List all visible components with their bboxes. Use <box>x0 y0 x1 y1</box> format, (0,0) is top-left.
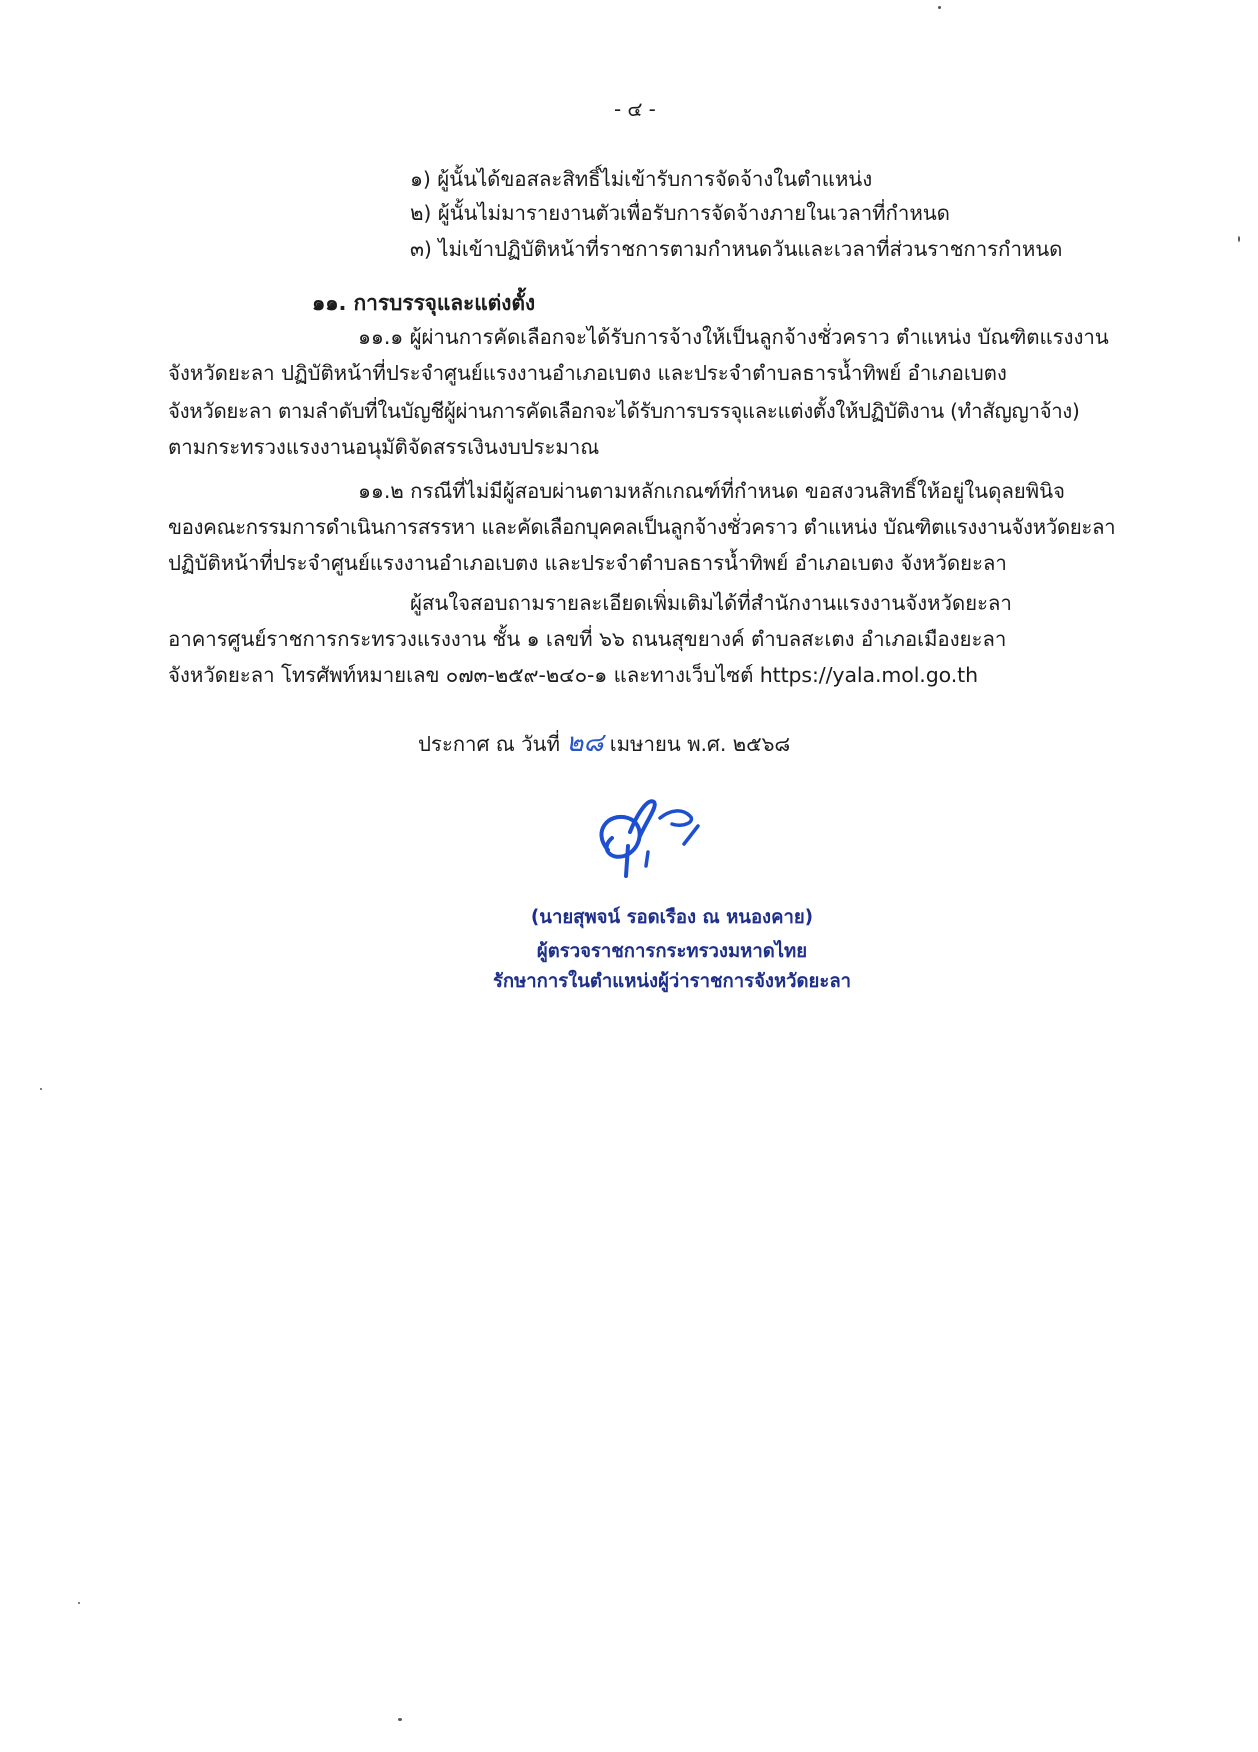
disqualify-item-3: ๓) ไม่เข้าปฏิบัติหน้าที่ราชการตามกำหนดวันและเวลาที่ส่วนราชการกำหนด <box>410 237 1063 261</box>
section-11-2-line-3: ปฏิบัติหน้าที่ประจำศูนย์แรงงานอำเภอเบตง และประจำตำบลธารน้ำทิพย์ อำเภอเบตง จังหวัดยะลา <box>168 551 1007 575</box>
disqualify-item-2: ๒) ผู้นั้นไม่มารายงานตัวเพื่อรับการจัดจ้างภายในเวลาที่กำหนด <box>410 201 950 225</box>
section-11-2-line-2: ของคณะกรรมการดำเนินการสรรหา และคัดเลือกบุคคลเป็นลูกจ้างชั่วคราว ตำแหน่ง บัณฑิตแรงงานจังหวัดยะลา <box>168 515 1116 539</box>
disqualify-item-1: ๑) ผู้นั้นได้ขอสละสิทธิ์ไม่เข้ารับการจัดจ้างในตำแหน่ง <box>410 167 873 191</box>
signature-graphic <box>586 792 746 884</box>
contact-line-1: ผู้สนใจสอบถามรายละเอียดเพิ่มเติมได้ที่สำนักงานแรงงานจังหวัดยะลา <box>410 591 1012 615</box>
scan-speck <box>1238 236 1240 242</box>
contact-line-2: อาคารศูนย์ราชการกระทรวงแรงงาน ชั้น ๑ เลขที่ ๖๖ ถนนสุขยางค์ ตำบลสะเตง อำเภอเมืองยะลา <box>168 627 1007 651</box>
section-11-1-line-4: ตามกระทรวงแรงงานอนุมัติจัดสรรเงินงบประมาณ <box>168 435 600 459</box>
scan-speck <box>78 1602 80 1604</box>
scan-speck <box>938 6 941 9</box>
section-11-2-line-1: ๑๑.๒ กรณีที่ไม่มีผู้สอบผ่านตามหลักเกณฑ์ที่กำหนด ขอสงวนสิทธิ์ให้อยู่ในดุลยพินิจ <box>358 479 1065 503</box>
section-11-heading: ๑๑. การบรรจุและแต่งตั้ง <box>312 291 536 315</box>
announce-date <box>418 728 790 759</box>
contact-line-3: จังหวัดยะลา โทรศัพท์หมายเลข ๐๗๓-๒๕๙-๒๔๐-๑ และทางเว็บไซต์ https://yala.mol.go.th <box>168 663 978 687</box>
section-11-1-line-1: ๑๑.๑ ผู้ผ่านการคัดเลือกจะได้รับการจ้างให้เป็นลูกจ้างชั่วคราว ตำแหน่ง บัณฑิตแรงงาน <box>358 325 1109 349</box>
section-11-1-line-2: จังหวัดยะลา ปฏิบัติหน้าที่ประจำศูนย์แรงงานอำเภอเบตง และประจำตำบลธารน้ำทิพย์ อำเภอเบตง <box>168 361 1007 385</box>
scan-speck <box>398 1718 402 1721</box>
page-number: - ๔ - <box>614 97 656 121</box>
signatory-position-1: ผู้ตรวจราชการกระทรวงมหาดไทย <box>536 941 808 962</box>
scan-speck <box>40 1088 42 1090</box>
signatory-position-2: รักษาการในตำแหน่งผู้ว่าราชการจังหวัดยะลา <box>492 971 852 992</box>
section-11-1-line-3: จังหวัดยะลา ตามลำดับที่ในบัญชีผู้ผ่านการคัดเลือกจะได้รับการบรรจุและแต่งตั้งให้ปฏิบัติงาน (ทำสัญญาจ้าง) <box>168 399 1080 423</box>
signatory-name: (นายสุพจน์ รอดเรือง ณ หนองคาย) <box>530 907 814 928</box>
announce-suffix: เมษายน พ.ศ. ๒๕๖๘ <box>609 732 791 756</box>
handwritten-day: ๒๘ <box>566 728 604 758</box>
announce-prefix: ประกาศ ณ วันที่ <box>418 732 560 756</box>
